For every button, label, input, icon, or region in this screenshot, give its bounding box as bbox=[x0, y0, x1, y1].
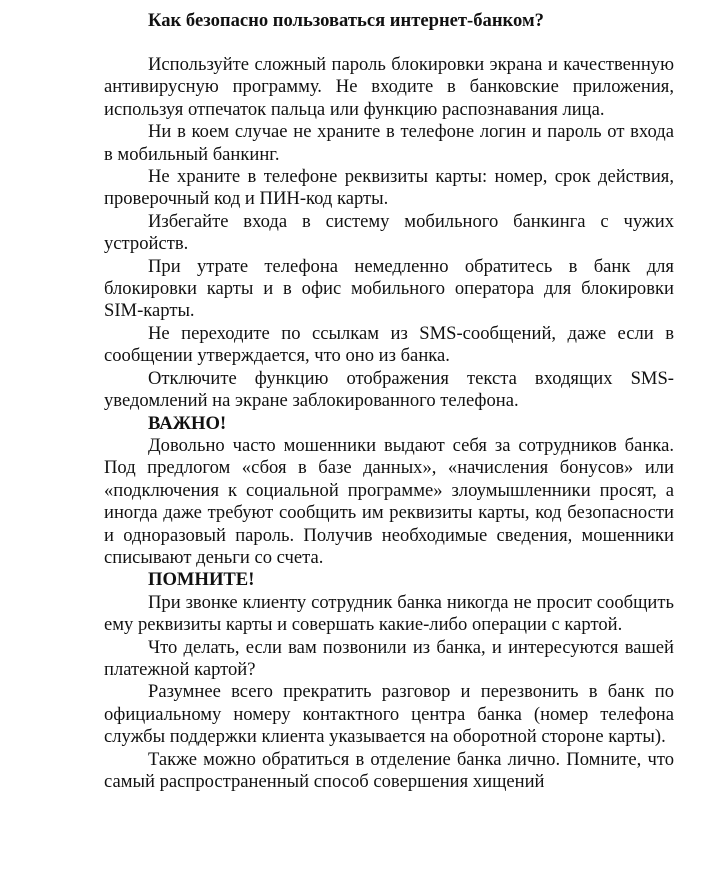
tip-paragraph: Отключите функцию отображения текста входящих SMS-уведомлений на экране заблокированного телефона. bbox=[104, 367, 674, 412]
remember-paragraph: Разумнее всего прекратить разговор и перезвонить в банк по официальному номеру контактного центра банка (номер телефона службы поддержки клиента указывается на оборотной стороне карты). bbox=[104, 681, 674, 748]
tip-paragraph: Ни в коем случае не храните в телефоне логин и пароль от входа в мобильный банкинг. bbox=[104, 121, 674, 165]
remember-paragraph: Что делать, если вам позвонили из банка, и интересуются вашей платежной картой? bbox=[104, 636, 674, 680]
remember-heading: ПОМНИТЕ! bbox=[148, 569, 255, 591]
remember-paragraph: При звонке клиенту сотрудник банка никогда не просит сообщить ему реквизиты карты и совершать какие-либо операции с картой. bbox=[104, 591, 674, 636]
tip-paragraph: Избегайте входа в систему мобильного банкинга с чужих устройств. bbox=[104, 210, 674, 255]
remember-paragraph: Также можно обратиться в отделение банка лично. Помните, что самый распространенный способ совершения хищений bbox=[104, 748, 674, 792]
important-paragraph: Довольно часто мошенники выдают себя за сотрудников банка. Под предлогом «сбоя в базе данных», «начисления бонусов» или «подключения к социальной программе» злоумышленники просят, а иногда даже требуют сообщить им реквизиты карты, код безопасности и одноразовый пароль. Получив необходимые сведения, мошенники списывают деньги со счета. bbox=[104, 434, 674, 568]
tip-paragraph: Не переходите по ссылкам из SMS-сообщений, даже если в сообщении утверждается, что оно из банка. bbox=[104, 322, 674, 367]
document-title: Как безопасно пользоваться интернет-банком? bbox=[148, 10, 544, 31]
important-heading: ВАЖНО! bbox=[148, 412, 227, 434]
tip-paragraph: Используйте сложный пароль блокировки экрана и качественную антивирусную программу. Не входите в банковские приложения, используя отпечаток пальца или функцию распознавания лица. bbox=[104, 54, 674, 120]
title-spacer bbox=[104, 34, 674, 54]
tip-paragraph: При утрате телефона немедленно обратитесь в банк для блокировки карты и в офис мобильного оператора для блокировки SIM-карты. bbox=[104, 255, 674, 322]
tip-paragraph: Не храните в телефоне реквизиты карты: номер, срок действия, проверочный код и ПИН-код карты. bbox=[104, 166, 674, 210]
document-page bbox=[104, 10, 674, 793]
